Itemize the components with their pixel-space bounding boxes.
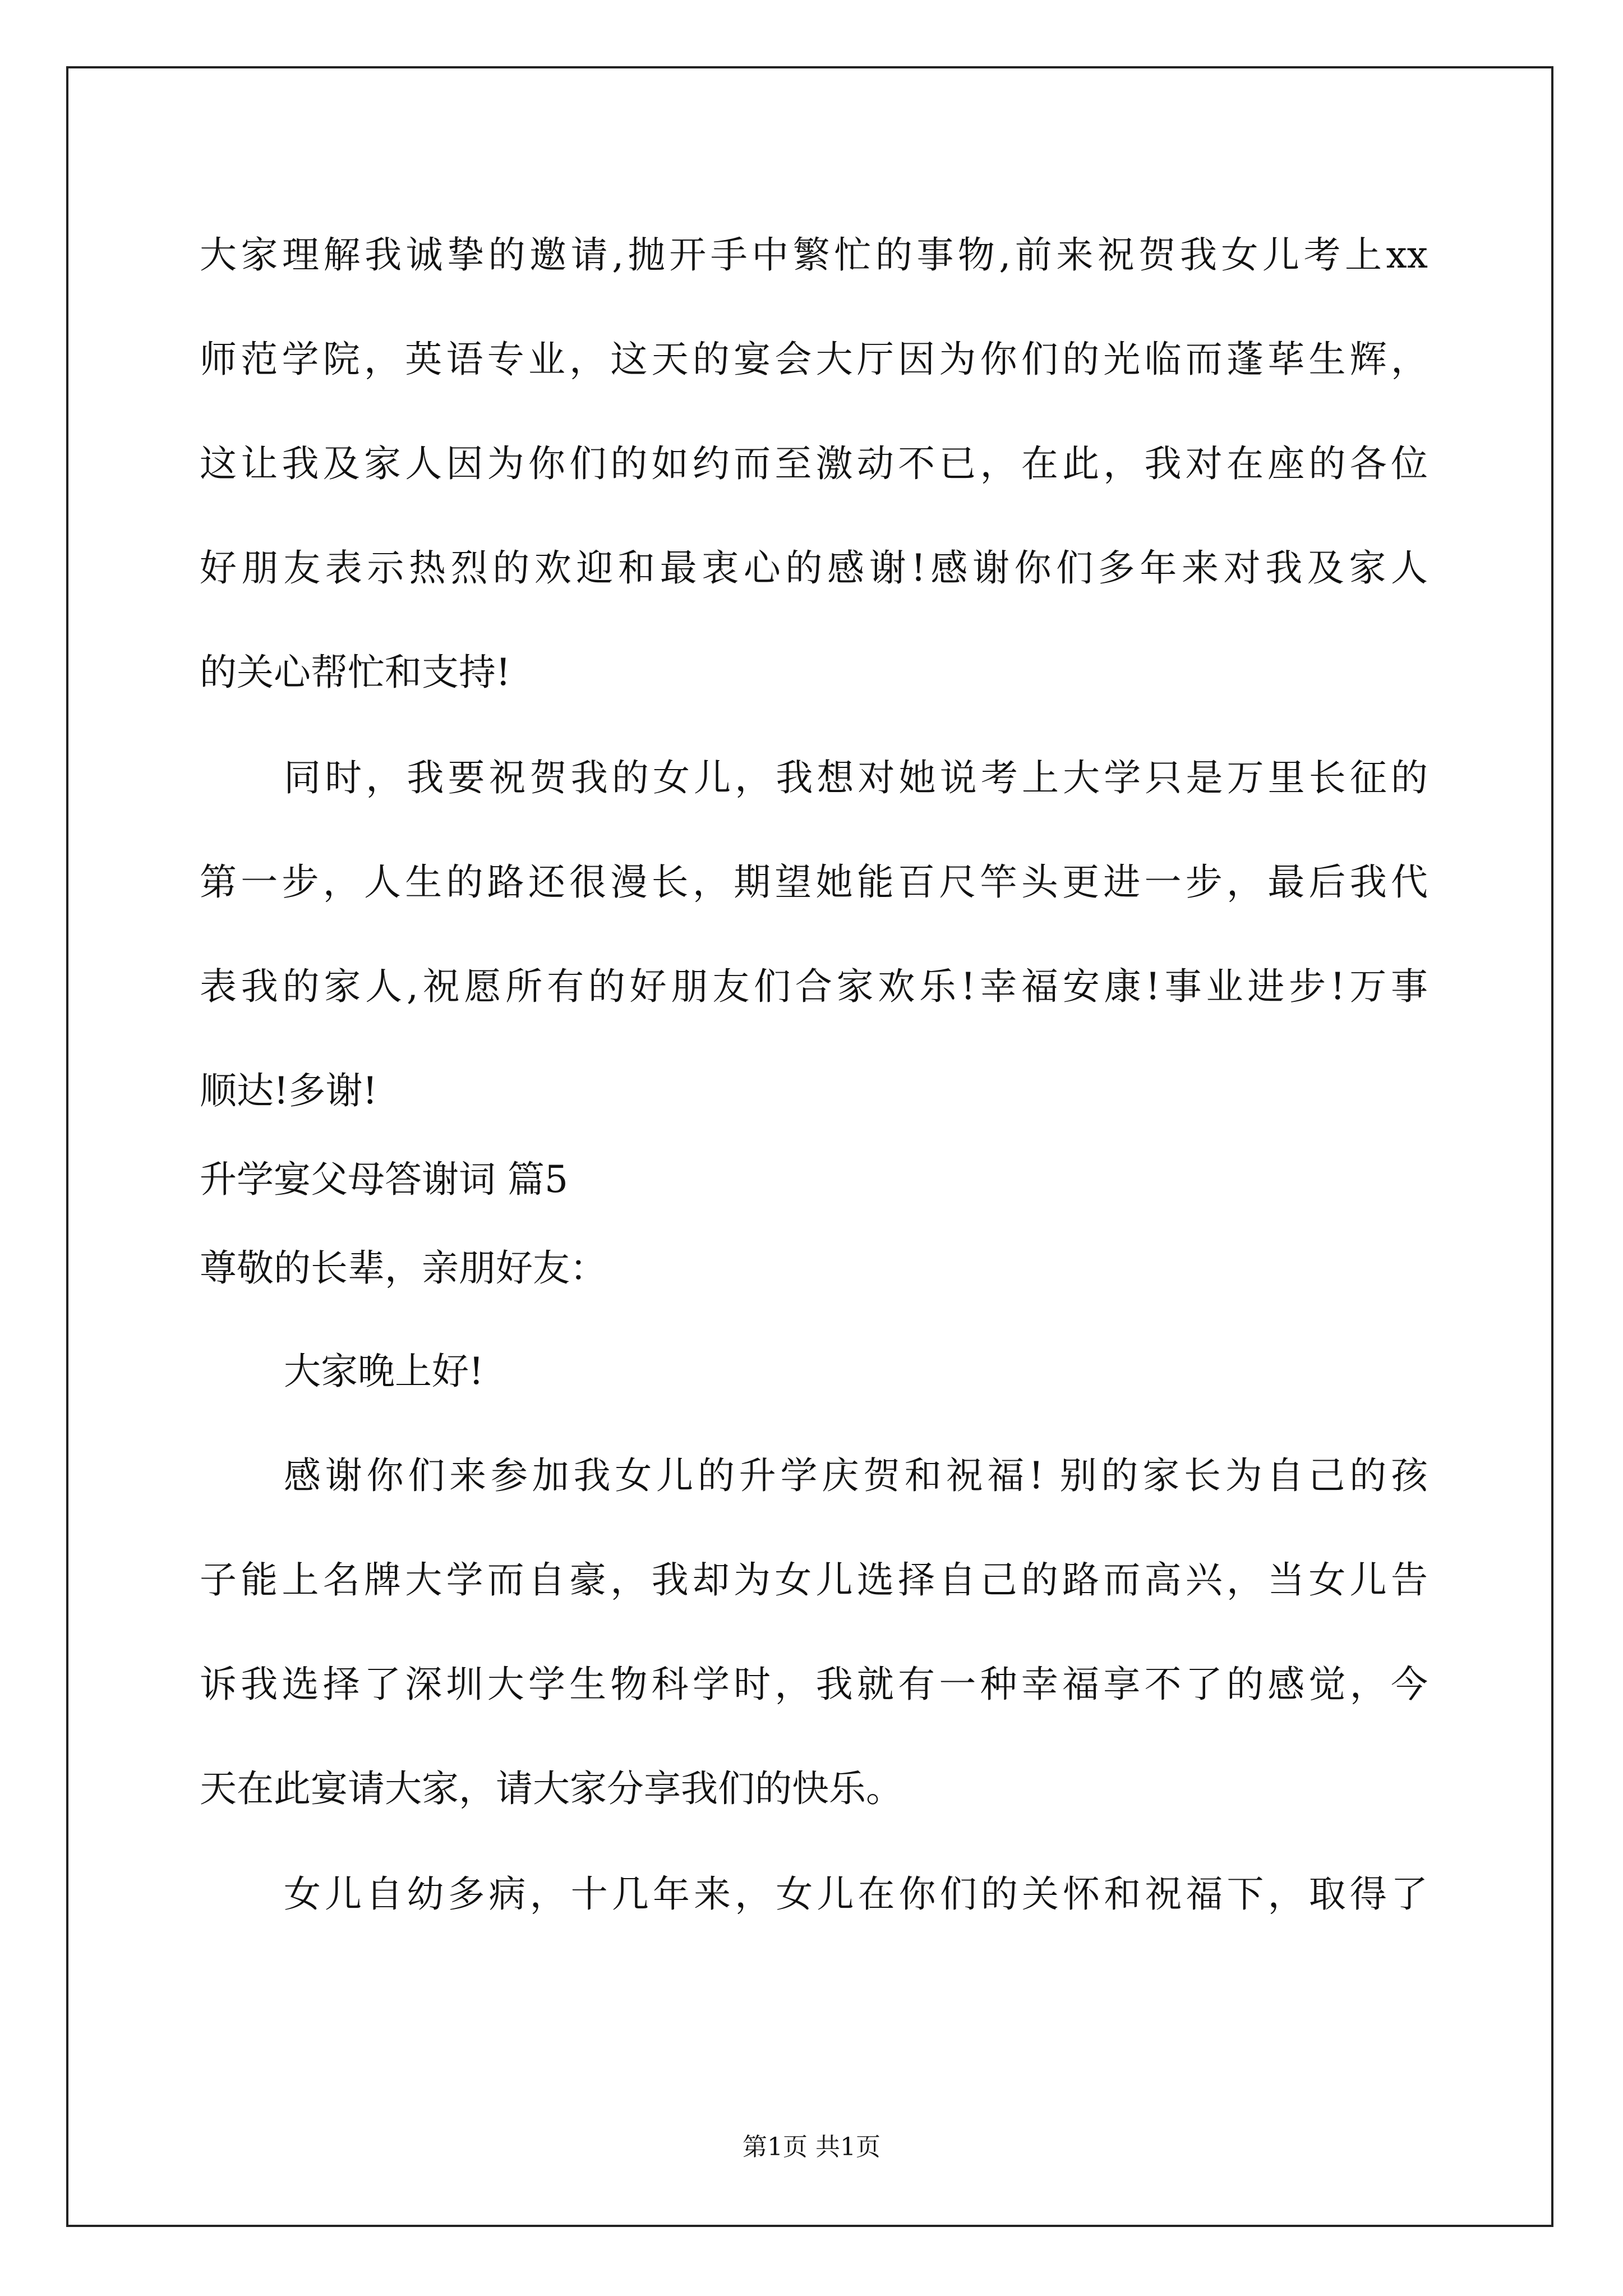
paragraph-line: 天在此宴请大家，请大家分享我们的快乐。: [200, 1767, 903, 1810]
paragraph-line: 的关心帮忙和支持!: [200, 651, 511, 694]
paragraph-line: 女儿自幼多病，十几年来，女儿在你们的关怀和祝福下，取得了: [284, 1872, 1428, 1916]
paragraph-line: 师范学院，英语专业，这天的宴会大厅因为你们的光临而蓬荜生辉，: [200, 338, 1428, 381]
salutation: 尊敬的长辈，亲朋好友：: [200, 1246, 607, 1290]
paragraph-line: 表我的家人,祝愿所有的好朋友们合家欢乐!幸福安康!事业进步!万事: [200, 965, 1428, 1008]
paragraph-line: 子能上名牌大学而自豪，我却为女儿选择自己的路而高兴，当女儿告: [200, 1558, 1428, 1602]
greeting: 大家晚上好!: [284, 1350, 484, 1393]
paragraph-line: 这让我及家人因为你们的如约而至激动不已，在此，我对在座的各位: [200, 442, 1428, 485]
paragraph-line: 第一步，人生的路还很漫长，期望她能百尺竿头更进一步，最后我代: [200, 861, 1428, 904]
paragraph-line: 顺达!多谢!: [200, 1069, 378, 1112]
page-footer: 第1页 共1页: [743, 2133, 880, 2161]
paragraph-line: 好朋友表示热烈的欢迎和最衷心的感谢!感谢你们多年来对我及家人: [200, 546, 1428, 590]
section-title: 升学宴父母答谢词 篇5: [200, 1158, 568, 1201]
paragraph-line: 大家理解我诚挚的邀请,抛开手中繁忙的事物,前来祝贺我女儿考上xx: [200, 233, 1428, 277]
paragraph-line: 感谢你们来参加我女儿的升学庆贺和祝福! 别的家长为自己的孩: [284, 1454, 1428, 1497]
paragraph-line: 同时，我要祝贺我的女儿，我想对她说考上大学只是万里长征的: [284, 756, 1428, 799]
paragraph-line: 诉我选择了深圳大学生物科学时，我就有一种幸福享不了的感觉，今: [200, 1663, 1428, 1706]
